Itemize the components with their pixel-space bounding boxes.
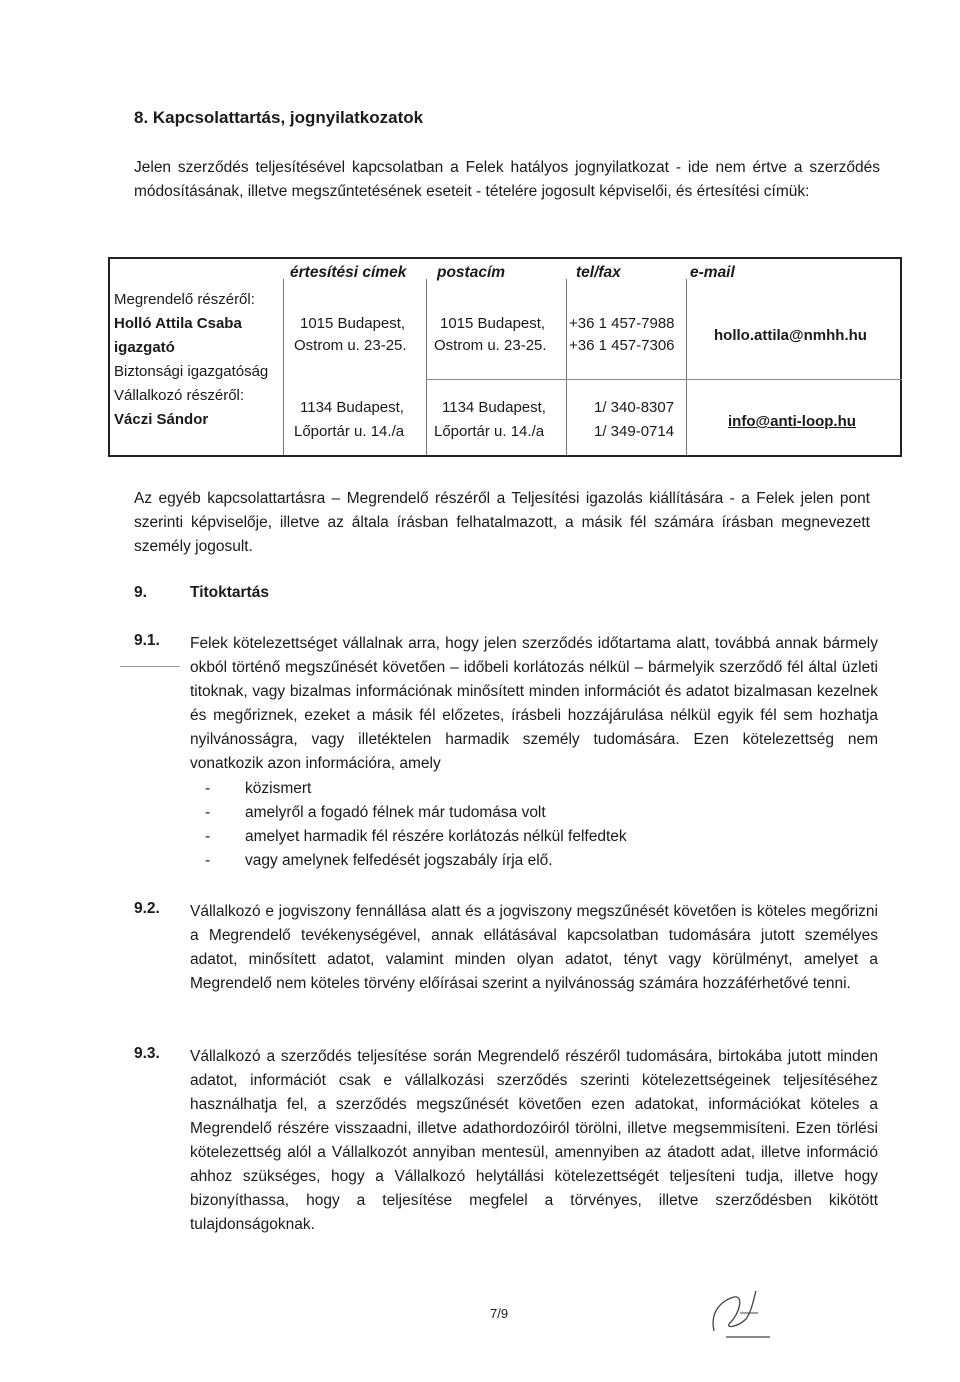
megrendelo-email[interactable]: hollo.attila@nmhh.hu (714, 327, 867, 344)
section-9-number: 9. (134, 584, 147, 601)
contact-table (108, 257, 902, 457)
column-divider (283, 279, 284, 455)
bullet-item (205, 804, 546, 822)
vallalkozo-address-line1: 1134 Budapest, (300, 399, 404, 416)
section-8-intro: Jelen szerződés teljesítésével kapcsolatban a Felek hatályos jognyilatkozat - ide nem értve a szerződés módosításának, illetve megszűntetésének eseteit - tételére jogosult képviselői, és értesítési címük: (134, 159, 880, 200)
vallalkozo-label: Vállalkozó részéről: (114, 387, 245, 404)
bullet-text: vagy amelynek felfedését jogszabály írja elő. (245, 852, 553, 869)
header-telfax: tel/fax (576, 264, 621, 281)
bullet-text: közismert (245, 780, 312, 797)
section-8-heading: 8. Kapcsolattartás, jognyilatkozatok (134, 108, 424, 127)
bullet-dash: - (205, 780, 211, 797)
header-address: értesítési címek (290, 264, 407, 281)
section-9-heading: Titoktartás (190, 584, 269, 601)
header-email: e-mail (690, 264, 735, 281)
megrendelo-title: igazgató (114, 339, 175, 356)
megrendelo-name: Holló Attila Csaba (114, 315, 242, 332)
row-divider (426, 379, 902, 380)
other-contact-paragraph: Az egyéb kapcsolattartásra – Megrendelő részéről a Teljesítési igazolás kiállítására - a Felek jelen pont szerinti képviselője, illetve az általa írásban felhatalmazott, a másik fél számára írásban megnevezett személy jogosult. (134, 490, 870, 555)
megrendelo-org: Biztonsági igazgatóság (114, 363, 269, 380)
column-divider (686, 279, 687, 455)
megrendelo-address-line2: Ostrom u. 23-25. (294, 337, 407, 354)
bullet-item (205, 852, 553, 870)
vallalkozo-fax: 1/ 349-0714 (594, 423, 675, 440)
page-number: 7/9 (490, 1306, 509, 1321)
clause-9-3-text: Vállalkozó a szerződés teljesítése során Megrendelő részéről tudomására, birtokába jutott minden adatot, információt csak e vállalkozási szerződés szerinti kötelezettségeinek teljesítéséhez használhatja fel, a szerződés megszűnését követően ezen adatokat, információkat köteles a Megrendelő részére visszaadni, illetve adathordozóiról törölni, illetve megsemmisíteni. Ezen törlési kötelezettség alól a Vállalkozót annyiban mentesül, amennyiben az átadott adat, illetve információ ahhoz szükséges, hogy a Vállalkozó helytállási kötelezettségét teljesíteni tudja, illetve hogy bizonyíthassa, hogy a teljesítése megfelel a törvényes, illetve szerződésben kikötött tulajdonságoknak. (190, 1048, 878, 1233)
margin-mark (120, 666, 180, 667)
vallalkozo-postal-line1: 1134 Budapest, (442, 399, 546, 416)
vallalkozo-email[interactable]: info@anti-loop.hu (728, 413, 856, 430)
megrendelo-postal-line2: Ostrom u. 23-25. (434, 337, 547, 354)
clause-9-2-number: 9.2. (134, 900, 160, 917)
bullet-item (205, 780, 311, 798)
column-divider (426, 279, 427, 455)
megrendelo-label: Megrendelő részéről: (114, 291, 255, 308)
vallalkozo-tel: 1/ 340-8307 (594, 399, 675, 416)
bullet-dash: - (205, 804, 211, 821)
megrendelo-postal-line1: 1015 Budapest, (440, 315, 546, 332)
bullet-text: amelyet harmadik fél részére korlátozás nélkül felfedtek (245, 828, 627, 845)
vallalkozo-postal-line2: Lőportár u. 14./a (434, 423, 545, 440)
megrendelo-tel: +36 1 457-7988 (569, 315, 675, 332)
clause-9-3-number: 9.3. (134, 1045, 160, 1062)
vallalkozo-address-line2: Lőportár u. 14./a (294, 423, 405, 440)
bullet-text: amelyről a fogadó félnek már tudomása volt (245, 804, 546, 821)
clause-9-2-text: Vállalkozó e jogviszony fennállása alatt és a jogviszony megszűnését követően is köteles megőrizni a Megrendelő tevékenységével, annak ellátásával kapcsolatban tudomására jutott személyes adatot, minősített adatot, valamint minden olyan adatot, tényt vagy körülményt, amelyet a Megrendelő nem köteles törvény előírásai szerint a nyilvánosság számára hozzáférhetővé tenni. (190, 903, 878, 992)
bullet-dash: - (205, 828, 211, 845)
bullet-item (205, 828, 627, 846)
clause-9-1-text: Felek kötelezettséget vállalnak arra, hogy jelen szerződés időtartama alatt, továbbá annak bármely okból történő megszűnését követően – időbeli korlátozás nélkül – bármelyik szerződő fél által üzleti titoknak, vagy bizalmas információnak minősített minden információt és adatot bizalmasan kezelnek és megőriznek, ezeket a másik fél előzetes, írásbeli hozzájárulása nélkül egyik fél sem hozhatja nyilvánosságra, vagy illetéktelen harmadik személy tudomására. Ezen kötelezettség nem vonatkozik azon információra, amely (190, 635, 878, 772)
megrendelo-fax: +36 1 457-7306 (569, 337, 675, 354)
megrendelo-address-line1: 1015 Budapest, (300, 315, 406, 332)
vallalkozo-name: Váczi Sándor (114, 411, 209, 428)
header-postal: postacím (437, 264, 506, 281)
bullet-dash: - (205, 852, 211, 869)
column-divider (566, 279, 567, 455)
signature-initials (700, 1283, 780, 1343)
clause-9-1-number: 9.1. (134, 632, 160, 649)
